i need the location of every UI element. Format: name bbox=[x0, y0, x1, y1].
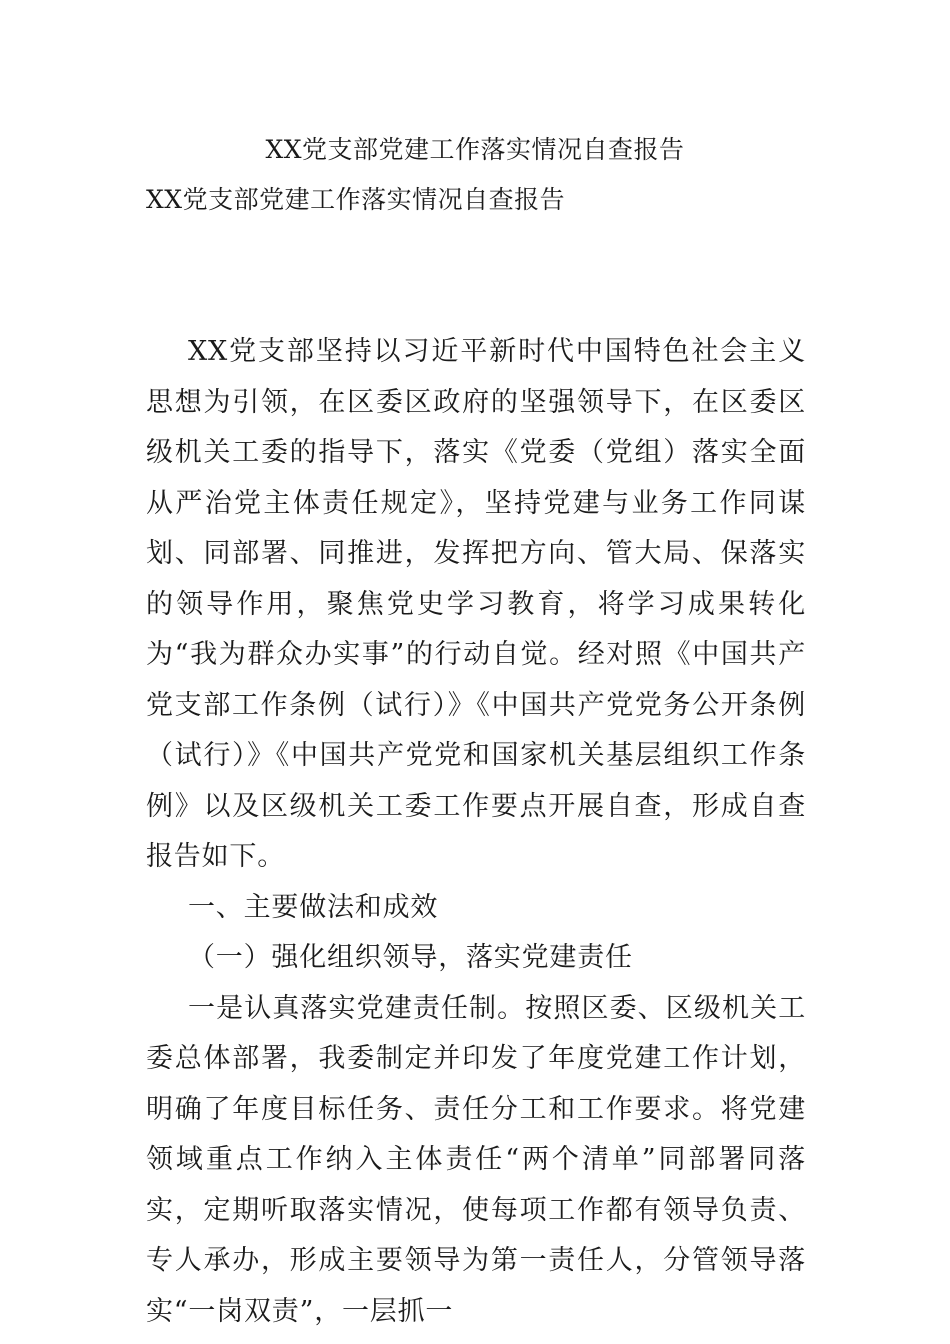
body-paragraph-intro: XX党支部坚持以习近平新时代中国特色社会主义思想为引领，在区委区政府的坚强领导下，在区委区级机关工委的指导下，落实《党委（党组）落实全面从严治党主体责任规定》，坚持党建与业务工作同谋划、同部署、同推进，发挥把方向、管大局、保落实的领导作用，聚焦党史学习教育，将学习成果转化为“我为群众办实事”的行动自觉。经对照《中国共产党支部工作条例（试行）》《中国共产党党务公开条例（试行）》《中国共产党党和国家机关基层组织工作条例》以及区级机关工委工作要点开展自查，形成自查报告如下。 bbox=[146, 336, 806, 872]
subsection-heading-organization: （一）强化组织领导，落实党建责任 bbox=[188, 942, 633, 973]
document-title-centered: XX党支部党建工作落实情况自查报告 bbox=[265, 135, 685, 164]
document-title-left: XX党支部党建工作落实情况自查报告 bbox=[146, 185, 566, 214]
section-heading-main-practices: 一、主要做法和成效 bbox=[188, 891, 439, 923]
body-paragraph-responsibility: 一是认真落实党建责任制。按照区委、区级机关工委总体部署，我委制定并印发了年度党建工作计划，明确了年度目标任务、责任分工和工作要求。将党建领域重点工作纳入主体责任“两个清单”同部署同落实，定期听取落实情况，使每项工作都有领导负责、专人承办，形成主要领导为第一责任人，分管领导落实“一岗双责”，一层抓一 bbox=[146, 992, 806, 1327]
document-body bbox=[146, 327, 806, 1337]
